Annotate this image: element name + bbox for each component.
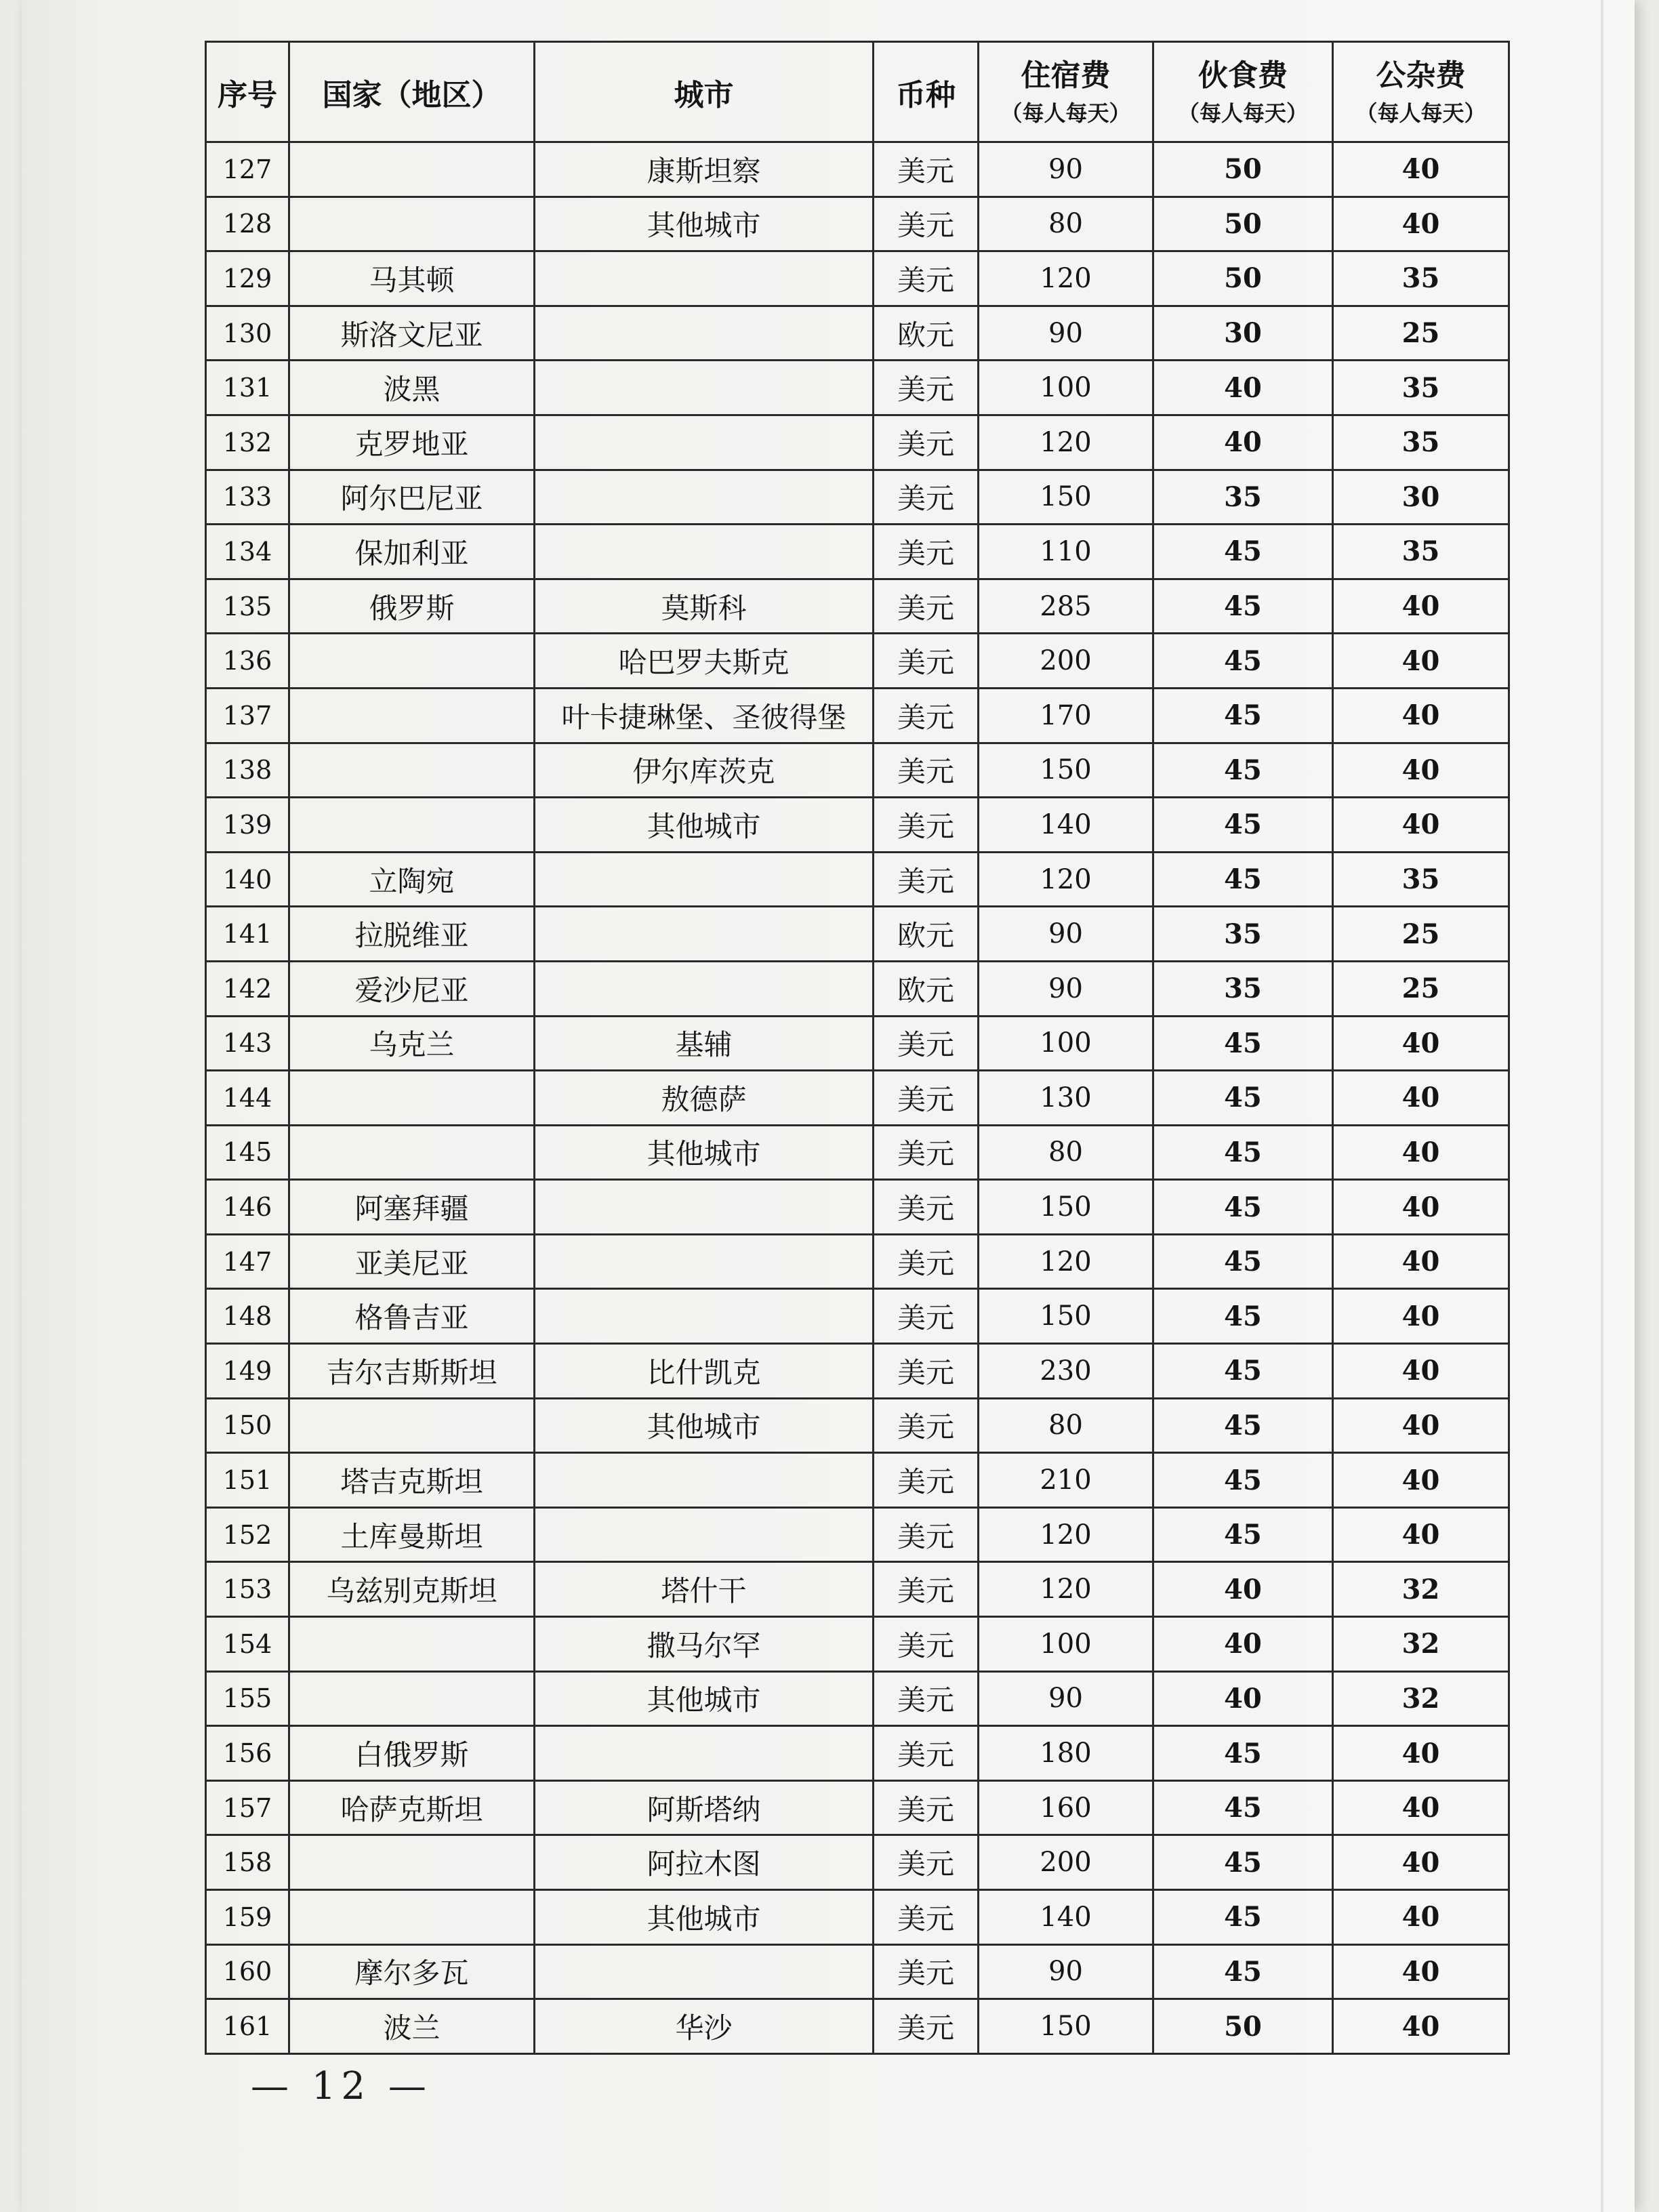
row-currency: 美元: [874, 1617, 979, 1672]
table-row: [206, 852, 1509, 907]
row-country: 拉脱维亚: [289, 907, 535, 962]
row-country: 塔吉克斯坦: [289, 1453, 535, 1508]
row-city: [535, 1289, 874, 1344]
row-misc-fee: 35: [1333, 852, 1509, 907]
row-lodging-fee: 80: [979, 1125, 1153, 1180]
table-row: [206, 361, 1509, 415]
row-currency: 美元: [874, 1344, 979, 1399]
row-city: 哈巴罗夫斯克: [535, 634, 874, 689]
row-misc-fee: 30: [1333, 470, 1509, 525]
row-lodging-fee: 80: [979, 1398, 1153, 1453]
row-country: [289, 1835, 535, 1890]
header-lodging-unit: （每人每天）: [1000, 100, 1131, 126]
row-lodging-fee: 80: [979, 197, 1153, 251]
header-lodging-title: 住宿费: [1021, 58, 1111, 93]
row-country: [289, 688, 535, 743]
row-food-fee: 45: [1153, 525, 1333, 579]
row-currency: 美元: [874, 1671, 979, 1726]
row-currency: 美元: [874, 361, 979, 415]
table-row: [206, 579, 1509, 634]
row-currency: 美元: [874, 1999, 979, 2054]
row-food-fee: 30: [1153, 306, 1333, 361]
table-row: [206, 743, 1509, 798]
row-country: 格鲁吉亚: [289, 1289, 535, 1344]
row-country: 白俄罗斯: [289, 1726, 535, 1781]
table-row: [206, 688, 1509, 743]
row-currency: 美元: [874, 1071, 979, 1126]
row-city: [535, 1453, 874, 1508]
row-index: 133: [206, 470, 289, 525]
row-food-fee: 50: [1153, 142, 1333, 197]
table-row: [206, 1890, 1509, 1945]
row-index: 149: [206, 1344, 289, 1399]
row-misc-fee: 40: [1333, 1890, 1509, 1945]
row-index: 132: [206, 415, 289, 470]
row-city: [535, 1944, 874, 1999]
table-row: [206, 1999, 1509, 2054]
row-country: [289, 1617, 535, 1672]
row-country: [289, 743, 535, 798]
row-city: 其他城市: [535, 1398, 874, 1453]
row-lodging-fee: 120: [979, 1562, 1153, 1617]
row-misc-fee: 32: [1333, 1671, 1509, 1726]
row-lodging-fee: 200: [979, 1835, 1153, 1890]
row-misc-fee: 40: [1333, 1398, 1509, 1453]
row-misc-fee: 35: [1333, 525, 1509, 579]
row-misc-fee: 40: [1333, 142, 1509, 197]
row-currency: 美元: [874, 142, 979, 197]
row-lodging-fee: 200: [979, 634, 1153, 689]
row-food-fee: 45: [1153, 1944, 1333, 1999]
row-food-fee: 45: [1153, 1453, 1333, 1508]
table-row: [206, 907, 1509, 962]
row-index: 148: [206, 1289, 289, 1344]
table-row: [206, 634, 1509, 689]
row-city: [535, 1234, 874, 1289]
row-currency: 美元: [874, 634, 979, 689]
row-country: 乌兹别克斯坦: [289, 1562, 535, 1617]
row-currency: 欧元: [874, 961, 979, 1016]
row-food-fee: 45: [1153, 1344, 1333, 1399]
row-currency: 美元: [874, 197, 979, 251]
row-misc-fee: 40: [1333, 1780, 1509, 1835]
row-lodging-fee: 90: [979, 1671, 1153, 1726]
table-row: [206, 1507, 1509, 1562]
row-misc-fee: 32: [1333, 1562, 1509, 1617]
table-row: [206, 142, 1509, 197]
row-currency: 美元: [874, 470, 979, 525]
row-food-fee: 45: [1153, 1125, 1333, 1180]
row-city: [535, 306, 874, 361]
table-row: [206, 1726, 1509, 1781]
row-index: 128: [206, 197, 289, 251]
row-index: 155: [206, 1671, 289, 1726]
row-lodging-fee: 90: [979, 907, 1153, 962]
row-misc-fee: 25: [1333, 961, 1509, 1016]
row-country: [289, 1398, 535, 1453]
row-currency: 美元: [874, 1234, 979, 1289]
table-row: [206, 961, 1509, 1016]
row-country: 哈萨克斯坦: [289, 1780, 535, 1835]
table-header-row: [206, 42, 1509, 142]
row-index: 158: [206, 1835, 289, 1890]
row-currency: 美元: [874, 525, 979, 579]
row-currency: 美元: [874, 1944, 979, 1999]
row-food-fee: 50: [1153, 1999, 1333, 2054]
row-food-fee: 35: [1153, 470, 1333, 525]
row-country: 克罗地亚: [289, 415, 535, 470]
row-country: [289, 142, 535, 197]
row-currency: 美元: [874, 1289, 979, 1344]
row-food-fee: 45: [1153, 798, 1333, 853]
row-food-fee: 45: [1153, 1890, 1333, 1945]
row-country: [289, 1671, 535, 1726]
row-index: 129: [206, 251, 289, 306]
row-misc-fee: 40: [1333, 1453, 1509, 1508]
row-country: 马其顿: [289, 251, 535, 306]
row-index: 141: [206, 907, 289, 962]
row-country: [289, 634, 535, 689]
row-lodging-fee: 90: [979, 306, 1153, 361]
row-food-fee: 45: [1153, 634, 1333, 689]
row-index: 131: [206, 361, 289, 415]
table-row: [206, 1180, 1509, 1235]
row-index: 146: [206, 1180, 289, 1235]
row-food-fee: 40: [1153, 1671, 1333, 1726]
row-food-fee: 45: [1153, 743, 1333, 798]
row-lodging-fee: 230: [979, 1344, 1153, 1399]
table-row: [206, 1016, 1509, 1071]
row-lodging-fee: 110: [979, 525, 1153, 579]
table-row: [206, 798, 1509, 853]
table-row: [206, 1344, 1509, 1399]
row-city: 敖德萨: [535, 1071, 874, 1126]
row-misc-fee: 40: [1333, 1180, 1509, 1235]
table-row: [206, 1562, 1509, 1617]
row-food-fee: 35: [1153, 907, 1333, 962]
row-food-fee: 45: [1153, 852, 1333, 907]
header-food-title: 伙食费: [1198, 58, 1288, 93]
row-misc-fee: 32: [1333, 1617, 1509, 1672]
table-row: [206, 415, 1509, 470]
row-currency: 美元: [874, 1016, 979, 1071]
table-row: [206, 1835, 1509, 1890]
header-food-unit: （每人每天）: [1177, 100, 1308, 126]
row-country: 摩尔多瓦: [289, 1944, 535, 1999]
row-country: 波兰: [289, 1999, 535, 2054]
row-index: 154: [206, 1617, 289, 1672]
row-currency: 美元: [874, 1180, 979, 1235]
row-food-fee: 45: [1153, 1726, 1333, 1781]
row-index: 127: [206, 142, 289, 197]
row-currency: 美元: [874, 1780, 979, 1835]
row-lodging-fee: 90: [979, 1944, 1153, 1999]
row-food-fee: 45: [1153, 1180, 1333, 1235]
row-city: 其他城市: [535, 1890, 874, 1945]
row-misc-fee: 35: [1333, 251, 1509, 306]
row-city: 叶卡捷琳堡、圣彼得堡: [535, 688, 874, 743]
row-food-fee: 45: [1153, 1289, 1333, 1344]
row-lodging-fee: 140: [979, 798, 1153, 853]
row-food-fee: 40: [1153, 1562, 1333, 1617]
row-misc-fee: 40: [1333, 1944, 1509, 1999]
table-row: [206, 1071, 1509, 1126]
row-food-fee: 45: [1153, 1835, 1333, 1890]
row-currency: 欧元: [874, 306, 979, 361]
row-country: [289, 197, 535, 251]
header-city: 城市: [535, 42, 874, 142]
row-currency: 美元: [874, 1726, 979, 1781]
row-index: 160: [206, 1944, 289, 1999]
row-city: [535, 1726, 874, 1781]
row-lodging-fee: 140: [979, 1890, 1153, 1945]
row-misc-fee: 40: [1333, 1125, 1509, 1180]
row-city: 华沙: [535, 1999, 874, 2054]
row-country: 保加利亚: [289, 525, 535, 579]
row-currency: 美元: [874, 743, 979, 798]
row-city: 塔什干: [535, 1562, 874, 1617]
table-row: [206, 1234, 1509, 1289]
row-city: 其他城市: [535, 798, 874, 853]
row-country: 立陶宛: [289, 852, 535, 907]
row-misc-fee: 40: [1333, 1071, 1509, 1126]
row-misc-fee: 40: [1333, 634, 1509, 689]
table-row: [206, 525, 1509, 579]
row-lodging-fee: 100: [979, 361, 1153, 415]
row-index: 157: [206, 1780, 289, 1835]
row-lodging-fee: 90: [979, 142, 1153, 197]
header-country: 国家（地区）: [289, 42, 535, 142]
row-city: [535, 1180, 874, 1235]
table-row: [206, 306, 1509, 361]
row-country: 阿尔巴尼亚: [289, 470, 535, 525]
row-currency: 美元: [874, 1890, 979, 1945]
row-country: 吉尔吉斯斯坦: [289, 1344, 535, 1399]
row-misc-fee: 40: [1333, 1016, 1509, 1071]
row-misc-fee: 35: [1333, 361, 1509, 415]
table-row: [206, 1671, 1509, 1726]
row-country: 爱沙尼亚: [289, 961, 535, 1016]
row-currency: 美元: [874, 1835, 979, 1890]
row-index: 140: [206, 852, 289, 907]
row-country: [289, 1125, 535, 1180]
row-city: [535, 251, 874, 306]
row-food-fee: 45: [1153, 1071, 1333, 1126]
row-food-fee: 45: [1153, 1398, 1333, 1453]
row-lodging-fee: 160: [979, 1780, 1153, 1835]
row-misc-fee: 40: [1333, 1289, 1509, 1344]
row-currency: 美元: [874, 852, 979, 907]
row-currency: 美元: [874, 798, 979, 853]
table-row: [206, 470, 1509, 525]
row-country: 乌克兰: [289, 1016, 535, 1071]
row-city: 比什凯克: [535, 1344, 874, 1399]
row-currency: 美元: [874, 1507, 979, 1562]
row-currency: 美元: [874, 251, 979, 306]
row-misc-fee: 40: [1333, 743, 1509, 798]
table-row: [206, 1125, 1509, 1180]
row-lodging-fee: 120: [979, 852, 1153, 907]
row-country: 俄罗斯: [289, 579, 535, 634]
document-page: [22, 0, 1635, 2212]
row-food-fee: 50: [1153, 197, 1333, 251]
row-index: 143: [206, 1016, 289, 1071]
row-currency: 美元: [874, 415, 979, 470]
row-lodging-fee: 150: [979, 1180, 1153, 1235]
row-lodging-fee: 180: [979, 1726, 1153, 1781]
row-city: 莫斯科: [535, 579, 874, 634]
row-misc-fee: 40: [1333, 1999, 1509, 2054]
row-food-fee: 45: [1153, 688, 1333, 743]
header-currency: 币种: [874, 42, 979, 142]
row-city: 基辅: [535, 1016, 874, 1071]
table-row: [206, 1453, 1509, 1508]
row-currency: 美元: [874, 688, 979, 743]
row-lodging-fee: 120: [979, 251, 1153, 306]
row-city: [535, 1507, 874, 1562]
row-country: [289, 1890, 535, 1945]
row-misc-fee: 40: [1333, 1344, 1509, 1399]
row-country: [289, 798, 535, 853]
row-index: 136: [206, 634, 289, 689]
row-misc-fee: 40: [1333, 1234, 1509, 1289]
row-food-fee: 50: [1153, 251, 1333, 306]
row-city: 撒马尔罕: [535, 1617, 874, 1672]
row-misc-fee: 25: [1333, 907, 1509, 962]
row-index: 135: [206, 579, 289, 634]
row-food-fee: 45: [1153, 1016, 1333, 1071]
row-currency: 美元: [874, 1562, 979, 1617]
row-misc-fee: 40: [1333, 798, 1509, 853]
row-city: 伊尔库茨克: [535, 743, 874, 798]
row-lodging-fee: 150: [979, 1289, 1153, 1344]
row-country: 土库曼斯坦: [289, 1507, 535, 1562]
row-index: 152: [206, 1507, 289, 1562]
row-index: 139: [206, 798, 289, 853]
row-country: 亚美尼亚: [289, 1234, 535, 1289]
row-lodging-fee: 100: [979, 1617, 1153, 1672]
row-food-fee: 45: [1153, 1234, 1333, 1289]
row-city: [535, 470, 874, 525]
row-food-fee: 45: [1153, 1780, 1333, 1835]
row-index: 138: [206, 743, 289, 798]
row-city: 其他城市: [535, 1125, 874, 1180]
header-lodging: [979, 42, 1153, 142]
row-index: 130: [206, 306, 289, 361]
table-row: [206, 1289, 1509, 1344]
table-row: [206, 1944, 1509, 1999]
row-misc-fee: 35: [1333, 415, 1509, 470]
row-food-fee: 40: [1153, 1617, 1333, 1672]
row-index: 144: [206, 1071, 289, 1126]
row-index: 145: [206, 1125, 289, 1180]
row-currency: 美元: [874, 1125, 979, 1180]
table-row: [206, 197, 1509, 251]
row-index: 137: [206, 688, 289, 743]
table-body: [206, 142, 1509, 2054]
row-country: [289, 1071, 535, 1126]
row-food-fee: 45: [1153, 579, 1333, 634]
row-country: 阿塞拜疆: [289, 1180, 535, 1235]
row-country: 波黑: [289, 361, 535, 415]
row-misc-fee: 40: [1333, 1835, 1509, 1890]
row-index: 161: [206, 1999, 289, 2054]
row-lodging-fee: 170: [979, 688, 1153, 743]
row-lodging-fee: 130: [979, 1071, 1153, 1126]
table-row: [206, 251, 1509, 306]
row-index: 153: [206, 1562, 289, 1617]
row-misc-fee: 40: [1333, 197, 1509, 251]
table-row: [206, 1617, 1509, 1672]
row-misc-fee: 40: [1333, 688, 1509, 743]
row-city: 其他城市: [535, 197, 874, 251]
row-lodging-fee: 120: [979, 415, 1153, 470]
row-country: 斯洛文尼亚: [289, 306, 535, 361]
row-food-fee: 40: [1153, 415, 1333, 470]
row-lodging-fee: 120: [979, 1507, 1153, 1562]
row-city: [535, 852, 874, 907]
row-city: [535, 361, 874, 415]
header-index: 序号: [206, 42, 289, 142]
row-currency: 美元: [874, 579, 979, 634]
row-city: 阿斯塔纳: [535, 1780, 874, 1835]
row-food-fee: 35: [1153, 961, 1333, 1016]
row-city: [535, 525, 874, 579]
expense-rate-table: [205, 41, 1510, 2055]
row-city: 康斯坦察: [535, 142, 874, 197]
page-fold-shadow: [1601, 0, 1603, 2212]
row-currency: 美元: [874, 1453, 979, 1508]
page-number: — 12 —: [251, 2064, 432, 2108]
row-index: 151: [206, 1453, 289, 1508]
table-row: [206, 1780, 1509, 1835]
table-row: [206, 1398, 1509, 1453]
header-misc: [1333, 42, 1509, 142]
row-city: 阿拉木图: [535, 1835, 874, 1890]
row-food-fee: 45: [1153, 1507, 1333, 1562]
row-misc-fee: 40: [1333, 1507, 1509, 1562]
row-lodging-fee: 150: [979, 743, 1153, 798]
row-lodging-fee: 100: [979, 1016, 1153, 1071]
row-index: 147: [206, 1234, 289, 1289]
header-food: [1153, 42, 1333, 142]
row-index: 159: [206, 1890, 289, 1945]
row-lodging-fee: 120: [979, 1234, 1153, 1289]
row-lodging-fee: 90: [979, 961, 1153, 1016]
row-lodging-fee: 150: [979, 470, 1153, 525]
row-city: [535, 907, 874, 962]
row-index: 156: [206, 1726, 289, 1781]
row-currency: 欧元: [874, 907, 979, 962]
row-city: 其他城市: [535, 1671, 874, 1726]
row-misc-fee: 40: [1333, 1726, 1509, 1781]
row-index: 142: [206, 961, 289, 1016]
header-misc-unit: （每人每天）: [1355, 100, 1486, 126]
row-misc-fee: 40: [1333, 579, 1509, 634]
row-index: 134: [206, 525, 289, 579]
row-currency: 美元: [874, 1398, 979, 1453]
row-lodging-fee: 210: [979, 1453, 1153, 1508]
header-misc-title: 公杂费: [1376, 58, 1466, 93]
row-lodging-fee: 150: [979, 1999, 1153, 2054]
row-city: [535, 415, 874, 470]
row-index: 150: [206, 1398, 289, 1453]
row-food-fee: 40: [1153, 361, 1333, 415]
row-lodging-fee: 285: [979, 579, 1153, 634]
row-city: [535, 961, 874, 1016]
row-misc-fee: 25: [1333, 306, 1509, 361]
